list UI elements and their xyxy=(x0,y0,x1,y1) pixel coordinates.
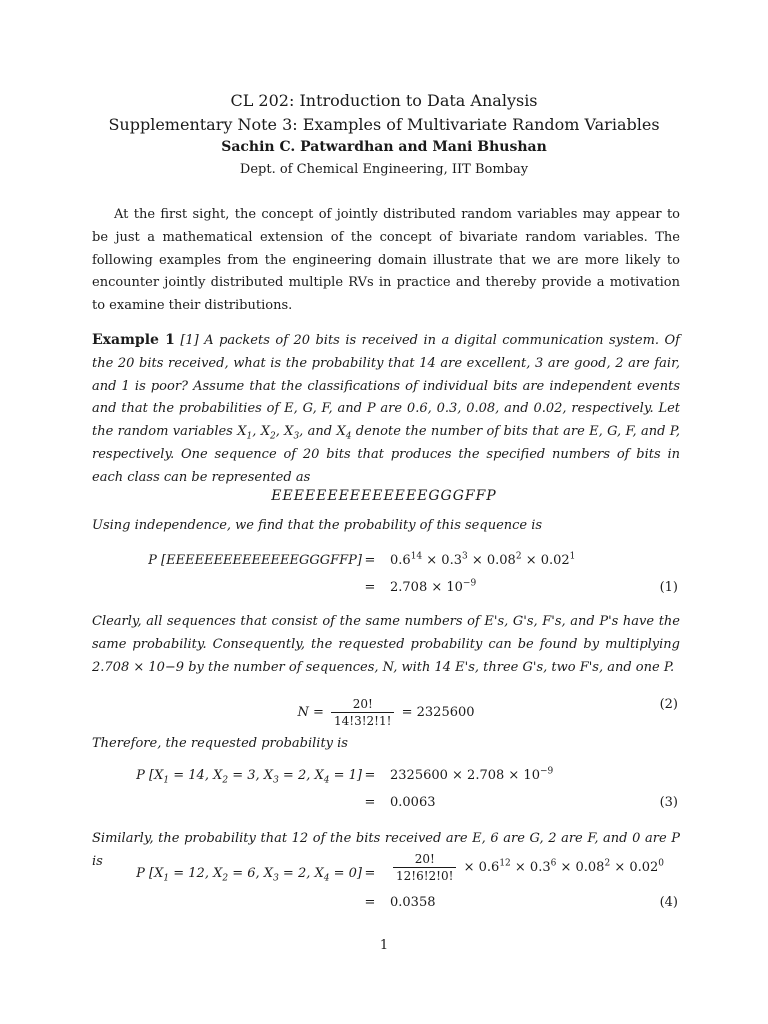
eq2-rhs: = 2325600 xyxy=(401,705,475,720)
eq1-equals-2: = xyxy=(364,580,376,595)
eq3-equals: = xyxy=(364,768,376,783)
eq3-number: (3) xyxy=(659,795,678,810)
eq2-frac-num: 20! xyxy=(331,697,394,713)
authors: Sachin C. Patwardhan and Mani Bhushan xyxy=(221,139,547,155)
eq3-rhs-2: 0.0063 xyxy=(390,795,436,810)
equation-3-line-2 xyxy=(92,795,680,817)
eq2-fraction xyxy=(331,697,394,728)
therefore-paragraph: Therefore, the requested probability is xyxy=(92,736,348,751)
eq4-equals-2: = xyxy=(364,895,376,910)
eq1-equals: = xyxy=(364,553,376,568)
example-label: Example 1 xyxy=(92,332,175,348)
clearly-paragraph: Clearly, all sequences that consist of the same numbers of E's, G's, F's, and P's have the same probability. Consequently, the requested probability can be found by multiplying 2.708 × 10−9 by the number of sequences, N, with 14 E's, three G's, two F's, and one P. xyxy=(92,614,680,675)
eq4-equals: = xyxy=(364,866,376,881)
equation-1-line-2 xyxy=(92,580,680,602)
bit-sequence: EEEEEEEEEEEEEEGGGFFP xyxy=(271,488,497,504)
eq1-rhs-1: $0.6^{14} \times 0.3^3 \times 0.08^2 \times 0.02^1$ xyxy=(390,551,576,568)
note-title: Supplementary Note 3: Examples of Multivariate Random Variables xyxy=(108,115,660,134)
eq4-frac-num: 20! xyxy=(393,852,456,868)
eq1-rhs-2: $2.708 \times 10^{-9}$ xyxy=(390,578,477,595)
course-title: CL 202: Introduction to Data Analysis xyxy=(230,91,538,110)
eq4-number: (4) xyxy=(659,895,678,910)
eq4-rhs-tail: × $0.6^{12} \times 0.3^6 \times 0.08^2 \times 0.02^0$ xyxy=(463,858,665,875)
eq1-number: (1) xyxy=(659,580,678,595)
eq4-rhs-1 xyxy=(390,852,664,883)
equation-2 xyxy=(92,697,680,728)
equation-4-line-1 xyxy=(92,852,680,888)
example-text-b: denote the number of bits that are E, G, F, and P, respectively. One sequence of 20 bits that produces the specified numbers of bits in each class can be represented as xyxy=(92,424,681,485)
eq4-lhs: P [$X_1 = 12$, $X_2 = 6$, $X_3 = 2$, $X_4 = 0$] xyxy=(136,866,362,884)
similarly-paragraph: Similarly, the probability that 12 of the bits received are E, 6 are G, 2 are F, and 0 are P is xyxy=(92,831,680,869)
equation-1-line-1 xyxy=(92,553,680,575)
eq2-frac-den: 14!3!2!1! xyxy=(334,714,392,728)
eq4-fraction xyxy=(393,852,456,883)
page-number: 1 xyxy=(379,938,389,953)
example-1-paragraph xyxy=(92,329,680,490)
equation-3-line-1 xyxy=(92,768,680,790)
eq4-rhs-2: 0.0358 xyxy=(390,895,436,910)
intro-paragraph: At the first sight, the concept of jointly distributed random variables may appear to be just a mathematical extension of the concept of bivariate random variables. The following examples from the engineering domain illustrate that we are more likely to encounter jointly distributed multiple RVs in practice and thereby provide a motivation to examine their distributions. xyxy=(92,207,680,314)
eq2-number: (2) xyxy=(659,697,678,712)
eq3-rhs-1: $2325600 \times 2.708 \times 10^{-9}$ xyxy=(390,766,554,783)
equation-4-line-2 xyxy=(92,895,680,917)
independence-paragraph: Using independence, we find that the probability of this sequence is xyxy=(92,518,543,533)
eq3-lhs: P [$X_1 = 14$, $X_2 = 3$, $X_3 = 2$, $X_4 = 1$] xyxy=(136,768,362,786)
eq4-frac-den: 12!6!2!0! xyxy=(396,869,454,883)
eq2-lhs: N = xyxy=(297,705,324,720)
department: Dept. of Chemical Engineering, IIT Bombay xyxy=(239,162,529,177)
example-variables: $X_1$, $X_2$, $X_3$, and $X_4$ xyxy=(237,424,352,442)
example-text-a: [1] A packets of 20 bits is received in a digital communication system. Of the 20 bits received, what is the probability that 14 are excellent, 3 are good, 2 are fair, and 1 is poor? Assume that the classifications of individual bits are independent events and that the probabilities of E, G, F, and P are 0.6, 0.3, 0.08, and 0.02, respectively. Let the random variables xyxy=(92,333,680,440)
eq3-equals-2: = xyxy=(364,795,376,810)
eq1-lhs: P [EEEEEEEEEEEEEEGGGFFP] xyxy=(148,553,362,568)
